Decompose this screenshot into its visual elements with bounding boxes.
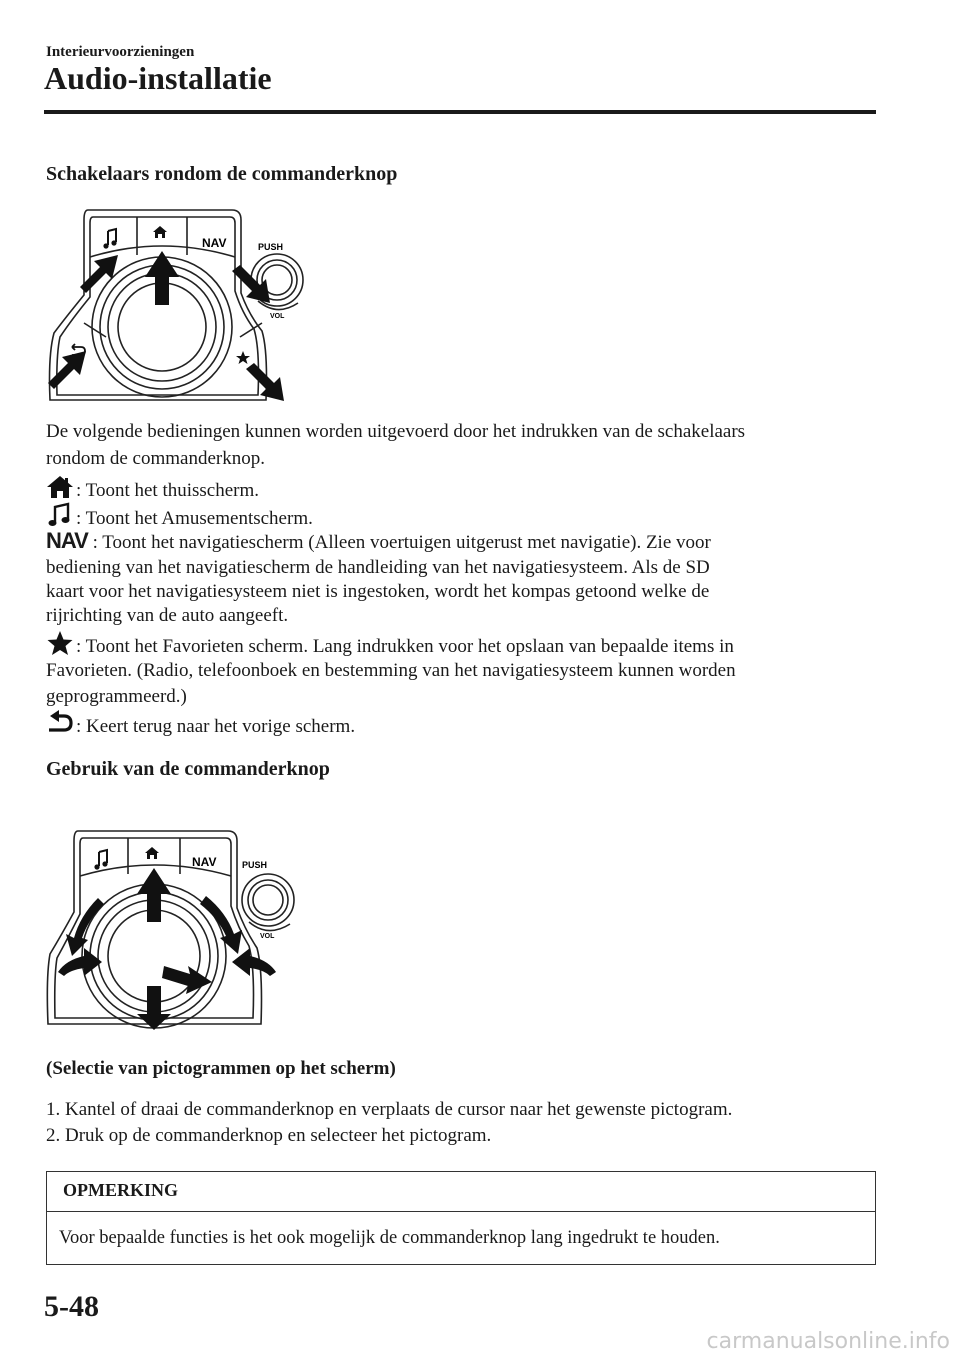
item-home bbox=[46, 474, 876, 504]
step-1: 1. Kantel of draai de commanderknop en verplaats de cursor naar het gewenste pictogram. bbox=[46, 1099, 733, 1120]
chapter-title: Audio-installatie bbox=[44, 60, 272, 96]
item-nav bbox=[46, 527, 876, 556]
page-number: 5-48 bbox=[44, 1290, 99, 1323]
diagram2-nav-label: NAV bbox=[192, 855, 217, 869]
heading-using-knob: Gebruik van de commanderknop bbox=[46, 758, 330, 780]
item-nav-line-3: kaart voor het navigatiesysteem niet is ingestoken, wordt het kompas getoond welke de bbox=[46, 581, 710, 602]
watermark: carmanualsonline.info bbox=[706, 1329, 950, 1354]
item-favorites bbox=[46, 630, 876, 660]
home-icon bbox=[46, 474, 74, 500]
diagram2-push-label: PUSH bbox=[242, 860, 268, 870]
item-back-text: : Keert terug naar het vorige scherm. bbox=[76, 716, 356, 737]
item-favorites-line-3: geprogrammeerd.) bbox=[46, 686, 187, 707]
item-nav-line-2: bediening van het navigatiescherm de handleiding van het navigatiesysteem. Als de SD bbox=[46, 557, 710, 578]
item-favorites-line-2: Favorieten. (Radio, telefoonboek en bestemming van het navigatiesysteem kunnen worden bbox=[46, 660, 736, 681]
note-box bbox=[46, 1171, 876, 1265]
commander-switch-diagram bbox=[44, 205, 306, 405]
diagram-push-label: PUSH bbox=[258, 242, 284, 252]
subheading-selection: (Selectie van pictogrammen op het scherm) bbox=[46, 1058, 396, 1079]
nav-icon: NAV bbox=[46, 528, 88, 553]
note-text: Voor bepaalde functies is het ook mogelijk de commanderknop lang ingedrukt te houden. bbox=[59, 1228, 720, 1248]
item-favorites-text: : Toont het Favorieten scherm. Lang indrukken voor het opslaan van bepaalde items in bbox=[76, 636, 734, 657]
diagram-vol-label: VOL bbox=[270, 313, 285, 320]
diagram-nav-label: NAV bbox=[202, 236, 227, 250]
item-home-text: : Toont het thuisscherm. bbox=[76, 480, 260, 501]
item-back bbox=[46, 710, 876, 740]
item-nav-line-4: rijrichting van de auto aangeeft. bbox=[46, 605, 289, 626]
header-rule bbox=[44, 110, 876, 114]
item-music-text: : Toont het Amusementscherm. bbox=[76, 508, 313, 529]
item-nav-text-1: : Toont het navigatiescherm (Alleen voertuigen uitgerust met navigatie). Zie voor bbox=[87, 532, 711, 553]
commander-knob-usage-diagram bbox=[44, 826, 306, 1036]
step-2: 2. Druk op de commanderknop en selecteer het pictogram. bbox=[46, 1125, 492, 1146]
back-arrow-icon bbox=[46, 710, 74, 736]
diagram2-vol-label: VOL bbox=[260, 933, 275, 940]
intro-line-2: rondom de commanderknop. bbox=[46, 448, 265, 469]
heading-switches: Schakelaars rondom de commanderknop bbox=[46, 163, 398, 185]
star-icon bbox=[46, 630, 74, 656]
section-label: Interieurvoorzieningen bbox=[46, 44, 195, 60]
note-title: OPMERKING bbox=[47, 1172, 875, 1212]
music-note-icon bbox=[46, 502, 74, 528]
intro-line-1: De volgende bedieningen kunnen worden uitgevoerd door het indrukken van de schakelaars bbox=[46, 421, 746, 442]
